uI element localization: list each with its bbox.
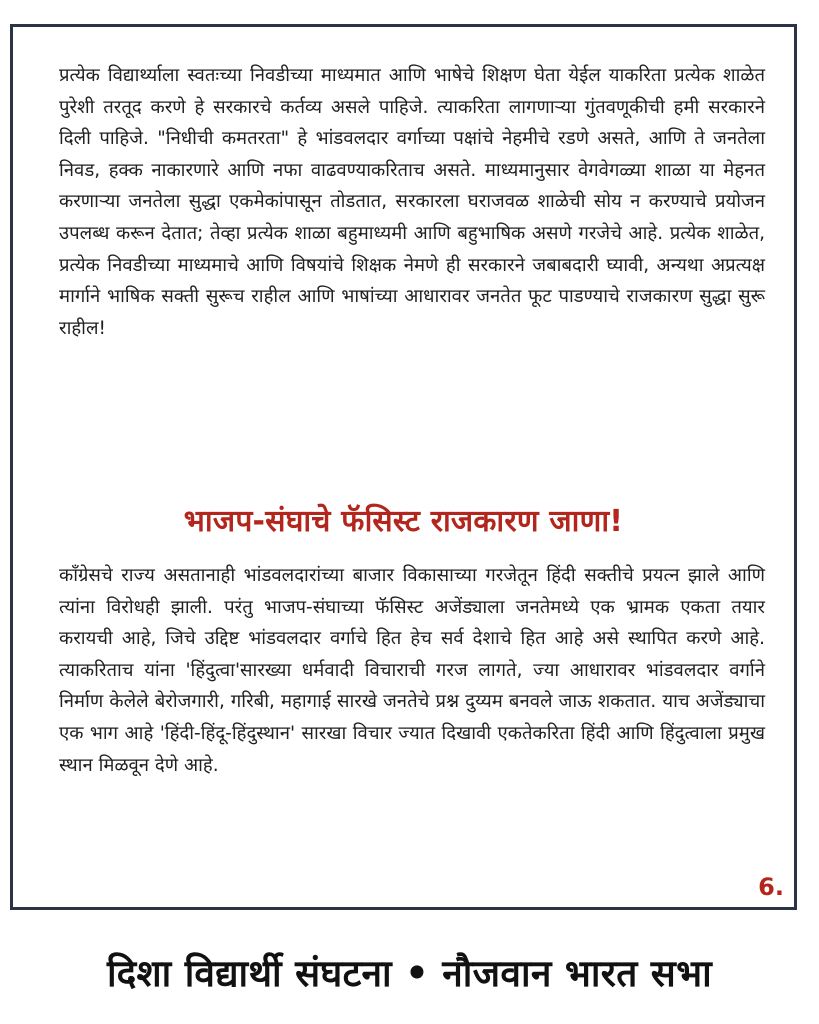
article-paragraph-2: कॉंग्रेसचे राज्य असतानाही भांडवलदारांच्या बाजार विकासाच्या गरजेतून हिंदी सक्तीचे प्रयत्न झाले आणि त्यांना विरोधही झाली. परंतु भाजप-संघाच्या फॅसिस्ट अजेंड्याला जनतेमध्ये एक भ्रामक एकता तयार करायची आहे, जिचे उद्दिष्ट भांडवलदार वर्गाचे हित हेच सर्व देशाचे हित आहे असे स्थापित करणे आहे. त्याकरिताच यांना 'हिंदुत्वा'सारख्या धर्मवादी विचाराची गरज लागते, ज्या आधारावर भांडवलदार वर्गाने निर्माण केलेले बेरोजगारी, गरिबी, महागाई सारखे जनतेचे प्रश्न दुय्यम बनवले जाऊ शकतात. याच अजेंड्याचा एक भाग आहे 'हिंदी-हिंदू-हिंदुस्थान' सारखा विचार ज्यात दिखावी एकतेकरिता हिंदी आणि हिंदुत्वाला प्रमुख स्थान मिळवून देणे आहे.	[59, 565, 765, 776]
section-heading: भाजप-संघाचे फॅसिस्ट राजकारण जाणा!	[183, 504, 624, 539]
article-paragraph-1: प्रत्येक विद्यार्थ्याला स्वतःच्या निवडीच्या माध्यमात आणि भाषेचे शिक्षण घेता येईल याकरिता प्रत्येक शाळेत पुरेशी तरतूद करणे हे सरकारचे कर्तव्य असले पाहिजे. त्याकरिता लागणाऱ्या गुंतवणूकीची हमी सरकारने दिली पाहिजे. "निधीची कमतरता" हे भांडवलदार वर्गाच्या पक्षांचे नेहमीचे रडणे असते, आणि ते जनतेला निवड, हक्क नाकारणारे आणि नफा वाढवण्याकरिताच असते. माध्यमानुसार वेगवेगळ्या शाळा या मेहनत करणाऱ्या जनतेला सुद्धा एकमेकांपासून तोडतात, सरकारला घराजवळ शाळेची सोय न करण्याचे प्रयोजन उपलब्ध करून देतात; तेव्हा प्रत्येक शाळा बहुमाध्यमी आणि बहुभाषिक असणे गरजेचे आहे. प्रत्येक शाळेत, प्रत्येक निवडीच्या माध्यमाचे आणि विषयांचे शिक्षक नेमणे ही सरकारने जबाबदारी घ्यावी, अन्यथा अप्रत्यक्ष मार्गाने भाषिक सक्ती सुरूच राहील आणि भाषांच्या आधारावर जनतेत फूट पाडण्याचे राजकारण सुद्धा सुरू राहील!	[59, 65, 765, 339]
footer-organizations: दिशा विद्यार्थी संघटना • नौजवान भारत सभा	[106, 952, 712, 995]
page-number: 6.	[758, 873, 784, 901]
page-frame	[10, 24, 797, 910]
